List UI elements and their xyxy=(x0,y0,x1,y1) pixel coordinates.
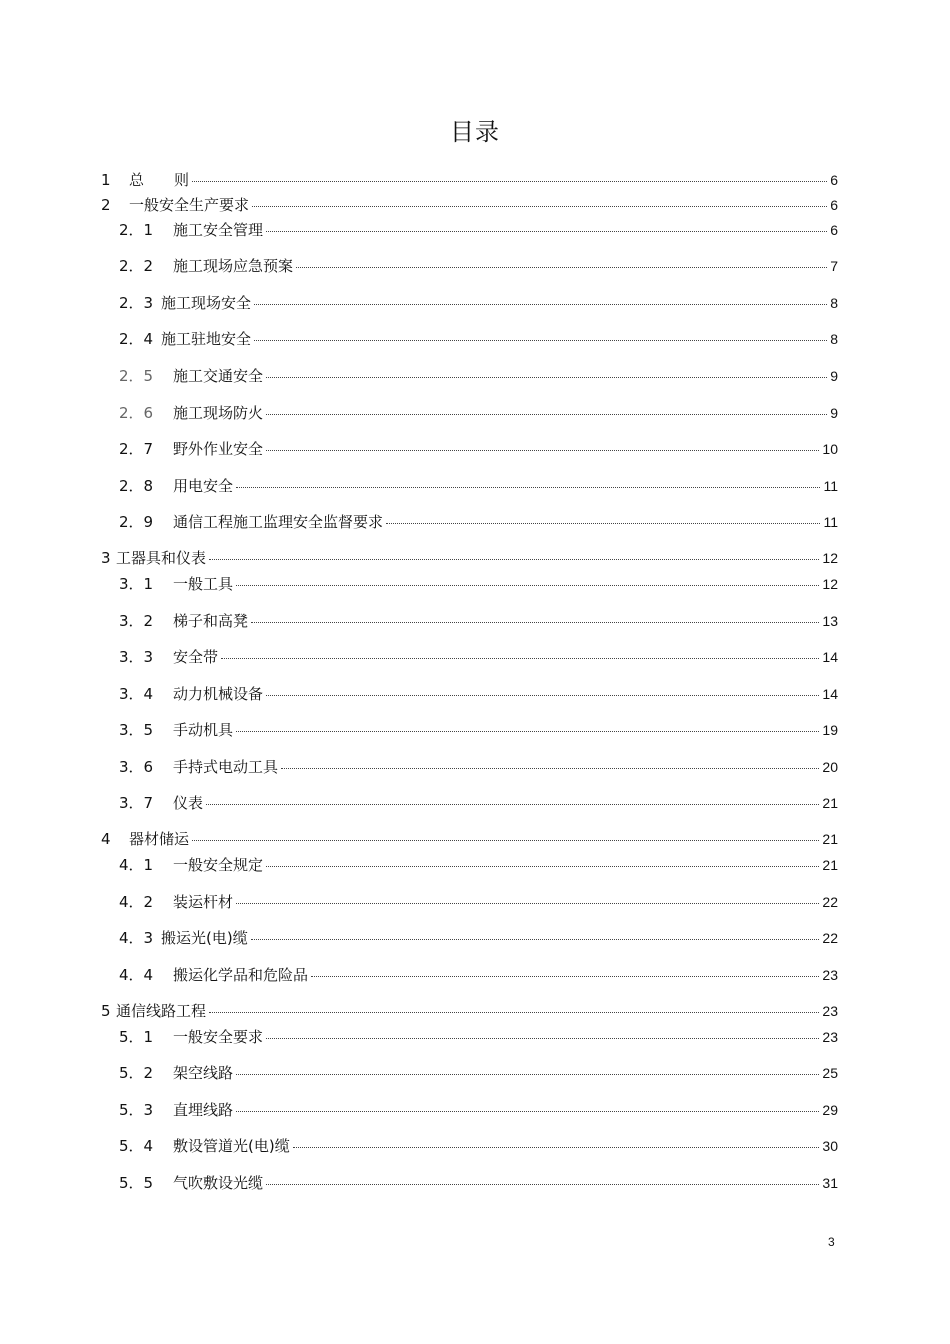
toc-entry-number: 4．1 xyxy=(119,856,154,874)
toc-entry-label: 手持式电动工具 xyxy=(173,758,279,776)
toc-entry-page: 30 xyxy=(822,1138,838,1154)
toc-entry-number: 3．6 xyxy=(119,758,154,776)
toc-entry-number: 2．4 xyxy=(119,330,154,348)
dot-leader xyxy=(281,767,819,769)
toc-entry-label: 敷设管道光(电)缆 xyxy=(173,1137,290,1155)
toc-entry-label: 架空线路 xyxy=(173,1064,234,1082)
toc-entry-page: 21 xyxy=(822,795,838,811)
dot-leader xyxy=(206,803,819,805)
toc-entry-page: 11 xyxy=(823,478,838,494)
toc-entry-number: 3．5 xyxy=(119,721,154,739)
toc-entry-label: 安全带 xyxy=(173,648,219,666)
toc-entry-number: 4．3 xyxy=(119,929,154,947)
toc-entry-number: 4．4 xyxy=(119,966,154,984)
dot-leader xyxy=(266,694,819,696)
toc-subsection-entry[interactable] xyxy=(119,757,838,777)
dot-leader xyxy=(386,522,820,524)
toc-entry-page: 6 xyxy=(830,197,838,213)
toc-entry-page: 7 xyxy=(830,258,838,274)
toc-subsection-entry[interactable] xyxy=(119,793,838,813)
toc-entry-label: 工器具和仪表 xyxy=(116,549,207,567)
toc-entry-label: 野外作业安全 xyxy=(173,440,264,458)
toc-entry-label: 直埋线路 xyxy=(173,1101,234,1119)
toc-entry-number: 3．2 xyxy=(119,612,154,630)
toc-entry-page: 21 xyxy=(822,857,838,873)
toc-entry-page: 14 xyxy=(822,649,838,665)
toc-subsection-entry[interactable] xyxy=(119,965,838,985)
dot-leader xyxy=(254,303,827,305)
dot-leader xyxy=(192,839,819,841)
toc-entry-page: 25 xyxy=(822,1065,838,1081)
toc-entry-label: 一般安全规定 xyxy=(173,856,264,874)
toc-subsection-entry[interactable] xyxy=(119,611,838,631)
toc-entry-number: 2．2 xyxy=(119,257,154,275)
toc-entry-label: 施工交通安全 xyxy=(173,367,264,385)
toc-entry-label: 施工现场防火 xyxy=(173,404,264,422)
toc-entry-number: 4．2 xyxy=(119,893,154,911)
toc-subsection-entry[interactable] xyxy=(119,403,838,423)
toc-entry-page: 10 xyxy=(822,441,838,457)
dot-leader xyxy=(236,902,819,904)
toc-entry-label: 施工现场应急预案 xyxy=(173,257,294,275)
toc-entry-page: 13 xyxy=(822,613,838,629)
toc-entry-page: 31 xyxy=(822,1175,838,1191)
dot-leader xyxy=(236,1110,819,1112)
toc-entry-page: 8 xyxy=(830,295,838,311)
toc-entry-page: 21 xyxy=(822,831,838,847)
toc-entry-page: 23 xyxy=(822,967,838,983)
dot-leader xyxy=(251,621,819,623)
toc-entry-page: 22 xyxy=(822,894,838,910)
dot-leader xyxy=(266,413,827,415)
toc-entry-page: 11 xyxy=(823,514,838,530)
toc-entry-number: 2．5 xyxy=(119,367,154,385)
toc-entry-page: 8 xyxy=(830,331,838,347)
dot-leader xyxy=(251,938,820,940)
toc-subsection-entry[interactable] xyxy=(119,256,838,276)
toc-entry-number: 5 xyxy=(101,1002,111,1020)
toc-subsection-entry[interactable] xyxy=(119,1027,838,1047)
dot-leader xyxy=(311,975,819,977)
toc-entry-number: 2．3 xyxy=(119,294,154,312)
toc-entry-number: 2．9 xyxy=(119,513,154,531)
toc-subsection-entry[interactable] xyxy=(119,439,838,459)
toc-entry-page: 22 xyxy=(822,930,838,946)
toc-subsection-entry[interactable] xyxy=(119,293,838,313)
toc-entry-number: 3．4 xyxy=(119,685,154,703)
toc-entry-label: 总 则 xyxy=(129,171,190,189)
toc-subsection-entry[interactable] xyxy=(119,855,838,875)
toc-entry-label: 搬运化学品和危险品 xyxy=(173,966,309,984)
toc-entry-label: 气吹敷设光缆 xyxy=(173,1174,264,1192)
toc-entry-label: 施工安全管理 xyxy=(173,221,264,239)
toc-entry-label: 用电安全 xyxy=(173,477,234,495)
toc-subsection-entry[interactable] xyxy=(119,928,838,948)
toc-subsection-entry[interactable] xyxy=(119,892,838,912)
toc-entry-page: 6 xyxy=(830,222,838,238)
dot-leader xyxy=(266,1037,819,1039)
toc-section-entry[interactable] xyxy=(101,170,838,190)
toc-entry-number: 3．1 xyxy=(119,575,154,593)
toc-entry-number: 4 xyxy=(101,830,111,848)
toc-entry-number: 5．2 xyxy=(119,1064,154,1082)
toc-section-entry[interactable] xyxy=(101,829,838,849)
toc-entry-label: 通信线路工程 xyxy=(116,1002,207,1020)
toc-entry-label: 一般工具 xyxy=(173,575,234,593)
toc-entry-page: 12 xyxy=(822,576,838,592)
toc-subsection-entry[interactable] xyxy=(119,1100,838,1120)
page-number: 3 xyxy=(828,1235,835,1249)
dot-leader xyxy=(296,266,827,268)
toc-entry-label: 手动机具 xyxy=(173,721,234,739)
toc-entry-number: 1 xyxy=(101,171,111,189)
toc-subsection-entry[interactable] xyxy=(119,647,838,667)
dot-leader xyxy=(266,1183,819,1185)
toc-subsection-entry[interactable] xyxy=(119,512,838,532)
toc-section-entry[interactable] xyxy=(101,195,838,215)
toc-entry-label: 器材储运 xyxy=(129,830,190,848)
toc-entry-number: 2．7 xyxy=(119,440,154,458)
toc-subsection-entry[interactable] xyxy=(119,720,838,740)
toc-section-entry[interactable] xyxy=(101,548,838,568)
toc-entry-number: 2 xyxy=(101,196,111,214)
toc-subsection-entry[interactable] xyxy=(119,1173,838,1193)
toc-subsection-entry[interactable] xyxy=(119,366,838,386)
toc-subsection-entry[interactable] xyxy=(119,329,838,349)
toc-subsection-entry[interactable] xyxy=(119,1063,838,1083)
toc-subsection-entry[interactable] xyxy=(119,1136,838,1156)
toc-subsection-entry[interactable] xyxy=(119,574,838,594)
toc-entry-label: 仪表 xyxy=(173,794,204,812)
toc-entry-page: 23 xyxy=(822,1003,838,1019)
toc-subsection-entry[interactable] xyxy=(119,220,838,240)
toc-entry-page: 19 xyxy=(822,722,838,738)
dot-leader xyxy=(221,657,819,659)
toc-entry-label: 动力机械设备 xyxy=(173,685,264,703)
toc-entry-page: 9 xyxy=(830,405,838,421)
dot-leader xyxy=(236,730,819,732)
toc-entry-label: 梯子和高凳 xyxy=(173,612,249,630)
dot-leader xyxy=(266,865,819,867)
toc-entry-page: 29 xyxy=(822,1102,838,1118)
toc-entry-number: 5．4 xyxy=(119,1137,154,1155)
toc-entry-label: 通信工程施工监理安全监督要求 xyxy=(173,513,384,531)
dot-leader xyxy=(209,1011,819,1013)
toc-subsection-entry[interactable] xyxy=(119,684,838,704)
toc-entry-label: 一般安全生产要求 xyxy=(129,196,250,214)
toc-entry-page: 12 xyxy=(822,550,838,566)
toc-entry-label: 装运杆材 xyxy=(173,893,234,911)
dot-leader xyxy=(192,180,827,182)
dot-leader xyxy=(252,205,827,207)
toc-entry-number: 3．3 xyxy=(119,648,154,666)
toc-entry-number: 3 xyxy=(101,549,111,567)
toc-entry-page: 20 xyxy=(822,759,838,775)
dot-leader xyxy=(236,1073,819,1075)
toc-section-entry[interactable] xyxy=(101,1001,838,1021)
toc-subsection-entry[interactable] xyxy=(119,476,838,496)
toc-entry-number: 3．7 xyxy=(119,794,154,812)
dot-leader xyxy=(254,339,827,341)
toc-entry-page: 14 xyxy=(822,686,838,702)
page-title: 目录 xyxy=(450,118,500,146)
toc-entry-number: 5．5 xyxy=(119,1174,154,1192)
toc-entry-label: 一般安全要求 xyxy=(173,1028,264,1046)
toc-entry-label: 搬运光(电)缆 xyxy=(161,929,248,947)
toc-entry-page: 9 xyxy=(830,368,838,384)
dot-leader xyxy=(266,230,827,232)
dot-leader xyxy=(266,449,819,451)
toc-entry-number: 2．8 xyxy=(119,477,154,495)
toc-entry-number: 5．3 xyxy=(119,1101,154,1119)
toc-entry-page: 6 xyxy=(830,172,838,188)
dot-leader xyxy=(266,376,827,378)
toc-entry-label: 施工驻地安全 xyxy=(161,330,252,348)
dot-leader xyxy=(209,558,819,560)
toc-entry-page: 23 xyxy=(822,1029,838,1045)
dot-leader xyxy=(236,584,819,586)
toc-entry-number: 5．1 xyxy=(119,1028,154,1046)
toc-entry-label: 施工现场安全 xyxy=(161,294,252,312)
toc-entry-number: 2．1 xyxy=(119,221,154,239)
dot-leader xyxy=(293,1146,820,1148)
toc-entry-number: 2．6 xyxy=(119,404,154,422)
dot-leader xyxy=(236,486,820,488)
